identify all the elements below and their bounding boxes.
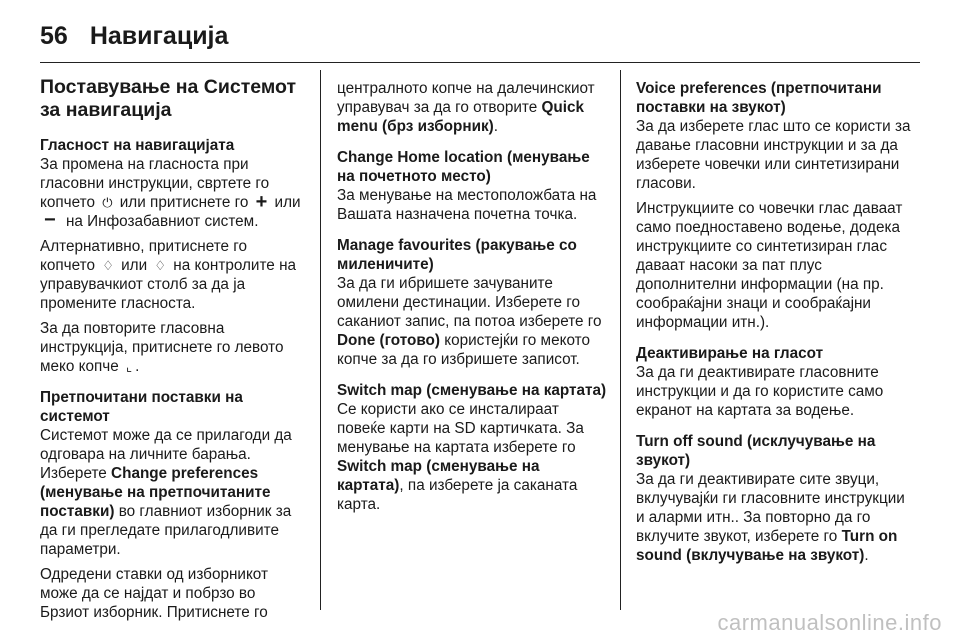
home-location-heading: Change Home location (менување на почетното место) (337, 149, 590, 185)
plus-icon: + (255, 191, 268, 213)
column-divider (620, 70, 621, 610)
chapter-title: Навигација (89, 22, 229, 50)
turn-off-sound-heading: Turn off sound (исклучување на звукот) (636, 433, 876, 469)
quick-menu-paragraph: централното копче на далечинскиот управувач за да го отворите Quick menu (брз изборник). (337, 80, 595, 135)
volume-paragraph-3: За да повторите гласовна инструкција, притиснете го левото меко копче ⌞ . (40, 320, 284, 375)
volume-down-icon: ♢ (154, 258, 167, 273)
home-location-body: За менување на местоположбата на Вашата назначена почетна точка. (337, 187, 597, 223)
volume-up-icon: ♢ (102, 258, 114, 273)
section-title: Поставување на Системот за навигација (40, 76, 297, 121)
column-2 (337, 79, 607, 520)
favourites-body: За да ги ибришете зачуваните омилени дестинации. Изберете го саканиот запис, па потоа изберете го Done (готово) користејќи го мекото копче за да го избришете записот. (337, 275, 602, 368)
volume-heading: Гласност на навигацијата (40, 137, 235, 154)
voice-prefs-heading: Voice preferences (претпочитани поставки на звукот) (636, 80, 882, 116)
switch-map-heading: Switch map (сменување на картата) (337, 382, 607, 399)
voice-prefs-body-2: Инструкциите со човечки глас даваат само поедноставено водење, додека инструкциите со синтетизиран глас даваат насоки за пат плус дополнителни информации (на пр. сообраќајни знаци и сообраќајни информации итн.). (636, 200, 903, 331)
volume-paragraph-1: За промена на гласноста при гласовни инструкции, свртете го копчето ⏻ или притиснете го + или − на Инфозабавниот систем. (40, 156, 301, 231)
power-knob-icon: ⏻ (102, 195, 113, 210)
minus-icon: − (44, 209, 56, 231)
deactivate-voice-heading: Деактивирање на гласот (636, 345, 824, 362)
watermark: carmanualsonline.info (717, 610, 942, 635)
deactivate-voice-body: За да ги деактивирате гласовните инструкции и да го користите само екранот на картата за водење. (636, 364, 884, 419)
page-number: 56 (40, 22, 68, 50)
turn-off-sound-body: За да ги деактивирате сите звуци, вклучувајќи ги гласовните инструкции и аларми итн.. За повторно да го вклучите звукот, изберете го Turn on sound (вклучување на звукот). (636, 471, 905, 564)
prefs-paragraph-2: Одредени ставки од изборникот може да се најдат и побрзо во Брзиот изборник. Притиснете го (40, 566, 268, 621)
volume-paragraph-2: Алтернативно, притиснете го копчето ♢ или ♢ на контролите на управувачкиот столб за да ја промените гласноста. (40, 238, 297, 312)
header-rule (40, 62, 920, 63)
voice-prefs-body: За да изберете глас што се користи за давање гласовни инструкции и за да изберете човечки или синтетизирани гласови. (636, 118, 911, 192)
left-softkey-icon: ⌞ (126, 359, 133, 374)
prefs-heading: Претпочитани поставки на системот (40, 389, 243, 425)
column-divider (320, 70, 321, 610)
switch-map-body: Се користи ако се инсталираат повеќе карти на SD картичката. За менување на картата изберете го Switch map (сменување на картата), па изберете ја саканата карта. (337, 401, 584, 513)
favourites-heading: Manage favourites (ракување со миленичите) (337, 237, 577, 273)
page-header (40, 22, 228, 62)
column-1 (40, 72, 306, 628)
prefs-paragraph-1: Системот може да се прилагоди да одговара на личните барања. Изберете Change preferences (менување на претпочитаните поставки) во главниот изборник за да ги прегледате прилагодливите параметри. (40, 427, 292, 558)
column-3 (636, 79, 914, 571)
